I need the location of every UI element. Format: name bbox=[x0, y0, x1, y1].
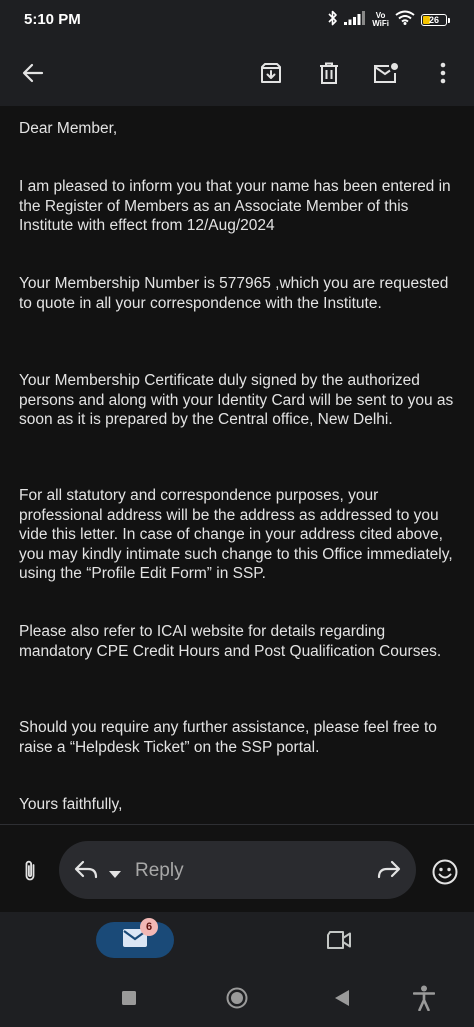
mail-badge: 6 bbox=[140, 918, 158, 936]
battery-tip bbox=[448, 18, 450, 23]
battery-icon bbox=[421, 14, 447, 26]
home-icon[interactable] bbox=[226, 987, 248, 1014]
bottom-nav bbox=[0, 912, 474, 968]
vowifi-label-top: Vo bbox=[375, 11, 386, 20]
more-options-icon[interactable] bbox=[423, 53, 463, 93]
system-nav bbox=[0, 968, 474, 1027]
signal-icon bbox=[344, 11, 366, 30]
battery-level: 26 bbox=[428, 15, 439, 25]
status-bar bbox=[0, 0, 474, 40]
bluetooth-icon bbox=[328, 10, 338, 31]
forward-icon[interactable] bbox=[376, 858, 402, 885]
emoji-icon[interactable] bbox=[428, 855, 462, 889]
accessibility-icon[interactable] bbox=[413, 985, 435, 1016]
vowifi-label-bottom: WiFi bbox=[372, 19, 389, 28]
archive-icon[interactable] bbox=[251, 53, 291, 93]
mail-tab[interactable] bbox=[96, 922, 174, 958]
reply-options-icon[interactable] bbox=[109, 866, 121, 884]
reply-input[interactable] bbox=[59, 841, 416, 899]
back-icon[interactable] bbox=[335, 990, 349, 1011]
reply-bar bbox=[0, 824, 474, 913]
paragraph-address: For all statutory and correspondence purposes, your professional address will be the address as addressed to you vide this letter. In case of change in your address cited above, you may kindly intimate such change to this Office immediately, using the “Profile Edit Form” in SSP. bbox=[19, 487, 453, 582]
delete-icon[interactable] bbox=[309, 53, 349, 93]
paragraph-certificate: Your Membership Certificate duly signed by the authorized persons and along with your Identity Card will be sent to you as soon as it is prepared by the Central office, New Delhi. bbox=[19, 372, 454, 428]
vowifi-label bbox=[372, 12, 389, 28]
paragraph-register: I am pleased to inform you that your name has been entered in the Register of Members as an Associate Member of this Institute with effect from 12/Aug/2024 bbox=[19, 178, 451, 234]
back-arrow-icon[interactable] bbox=[13, 53, 53, 93]
meet-video-icon[interactable] bbox=[325, 929, 353, 956]
attachment-icon[interactable] bbox=[14, 855, 46, 887]
recents-icon[interactable] bbox=[122, 991, 136, 1010]
email-body bbox=[0, 106, 474, 824]
wifi-icon bbox=[395, 10, 415, 30]
paragraph-membership-number: Your Membership Number is 577965 ,which you are requested to quote in all your correspondence with the Institute. bbox=[19, 275, 449, 312]
reply-placeholder: Reply bbox=[135, 860, 184, 881]
email-toolbar bbox=[0, 40, 474, 106]
mark-unread-icon[interactable] bbox=[366, 53, 406, 93]
paragraph-cpe: Please also refer to ICAI website for details regarding mandatory CPE Credit Hours and Post Qualification Courses. bbox=[19, 623, 442, 660]
paragraph-signoff: Yours faithfully, bbox=[19, 796, 123, 813]
paragraph-helpdesk: Should you require any further assistance, please feel free to raise a “Helpdesk Ticket” on the SSP portal. bbox=[19, 719, 437, 756]
status-icons bbox=[328, 10, 450, 30]
status-time: 5:10 PM bbox=[24, 11, 81, 28]
paragraph-greeting: Dear Member, bbox=[19, 120, 118, 137]
reply-icon[interactable] bbox=[73, 858, 99, 885]
